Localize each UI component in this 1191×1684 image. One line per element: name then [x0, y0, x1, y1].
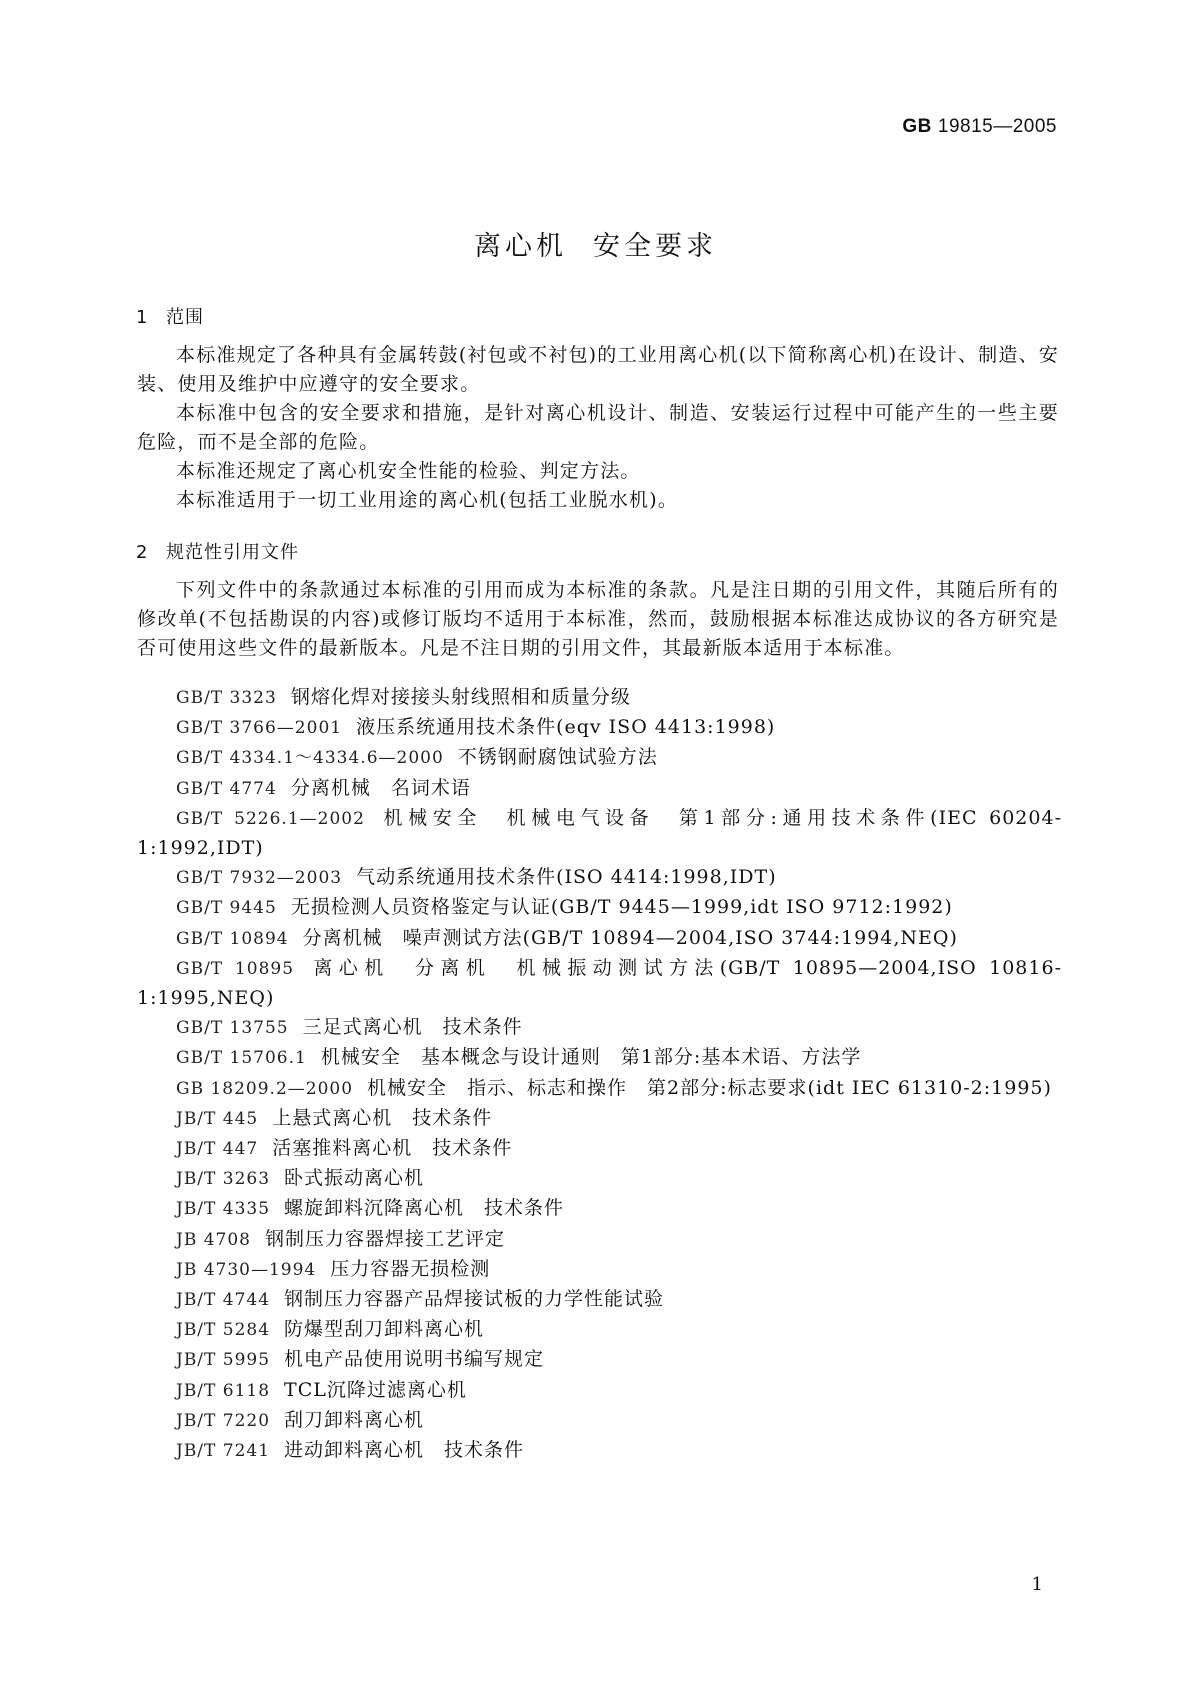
reference-title: 机电产品使用说明书编写规定	[284, 1348, 545, 1371]
reference-code: GB/T 9445	[176, 898, 277, 919]
title-part-1: 离心机	[474, 231, 567, 262]
paragraph: 本标准中包含的安全要求和措施，是针对离心机设计、制造、安装运行过程中可能产生的一些主要危险，而不是全部的危险。	[137, 402, 1059, 453]
reference-item	[137, 1164, 1062, 1194]
reference-item	[137, 1345, 1062, 1375]
reference-code: JB/T 6118	[176, 1380, 271, 1401]
reference-title: 刮刀卸料离心机	[284, 1408, 425, 1431]
reference-item	[137, 1376, 1062, 1406]
reference-code: JB/T 445	[176, 1108, 259, 1129]
reference-title: 不锈钢耐腐蚀试验方法	[457, 746, 658, 769]
reference-item	[137, 1255, 1062, 1285]
paragraph: 本标准规定了各种具有金属转鼓(衬包或不衬包)的工业用离心机(以下简称离心机)在设计、制造、安装、使用及维护中应遵守的安全要求。	[137, 344, 1059, 395]
reference-code: GB/T 15706.1	[176, 1048, 307, 1069]
reference-code: JB 4708	[176, 1229, 251, 1250]
reference-code: JB/T 447	[176, 1139, 259, 1160]
section-number: 1	[136, 307, 149, 328]
section-number: 2	[136, 542, 149, 563]
reference-title: 上悬式离心机 技术条件	[272, 1106, 493, 1129]
reference-item	[137, 924, 1062, 954]
reference-item	[137, 683, 1062, 713]
reference-title: 进动卸料离心机 技术条件	[284, 1439, 525, 1462]
reference-title: 无损检测人员资格鉴定与认证(GB/T 9445—1999,idt ISO 9712:1992)	[290, 896, 953, 919]
reference-item	[137, 774, 1062, 804]
reference-title: 机械安全 基本概念与设计通则 第1部分:基本术语、方法学	[320, 1046, 862, 1069]
reference-item	[137, 1074, 1062, 1104]
reference-title: 分离机械 名词术语	[290, 776, 471, 799]
reference-code: GB 18209.2—2000	[176, 1078, 354, 1099]
reference-code: GB/T 10895	[176, 958, 295, 979]
reference-title: 气动系统通用技术条件(ISO 4414:1998,IDT)	[356, 866, 777, 889]
reference-code: GB/T 4774	[176, 778, 277, 799]
reference-title: 压力容器无损检测	[330, 1257, 491, 1280]
reference-title: 分离机械 噪声测试方法(GB/T 10894—2004,ISO 3744:1994,NEQ)	[302, 926, 958, 949]
reference-code: JB/T 5995	[176, 1350, 271, 1371]
reference-code: JB/T 4744	[176, 1290, 271, 1311]
reference-code: GB/T 5226.1—2002	[176, 808, 365, 829]
standard-code	[902, 116, 1057, 138]
reference-code: GB/T 3323	[176, 688, 277, 708]
reference-title: 液压系统通用技术条件(eqv ISO 4413:1998)	[356, 716, 776, 739]
reference-title: 卧式振动离心机	[284, 1167, 425, 1190]
reference-list	[137, 683, 1062, 1466]
reference-code: JB/T 7220	[176, 1410, 271, 1431]
reference-title: 钢制压力容器焊接工艺评定	[264, 1227, 505, 1250]
reference-item	[137, 1194, 1062, 1224]
section-1-heading	[136, 303, 204, 329]
standard-prefix: GB	[902, 116, 932, 137]
reference-title: 螺旋卸料沉降离心机 技术条件	[284, 1197, 565, 1220]
paragraph: 本标准适用于一切工业用途的离心机(包括工业脱水机)。	[176, 489, 679, 511]
reference-item	[137, 1225, 1062, 1255]
reference-code: JB/T 3263	[176, 1169, 271, 1190]
reference-item	[137, 1043, 1062, 1073]
reference-title: 防爆型刮刀卸料离心机	[284, 1318, 485, 1341]
reference-item	[137, 1436, 1062, 1466]
reference-item	[137, 743, 1062, 773]
reference-title: 钢制压力容器产品焊接试板的力学性能试验	[284, 1288, 665, 1311]
paragraph: 本标准还规定了离心机安全性能的检验、判定方法。	[176, 460, 641, 482]
reference-item	[137, 804, 1062, 863]
page-number: 1	[1031, 1574, 1043, 1595]
reference-code: GB/T 4334.1～4334.6—2000	[176, 748, 444, 769]
reference-title: 三足式离心机 技术条件	[302, 1016, 523, 1039]
reference-code: GB/T 3766—2001	[176, 718, 343, 739]
paragraph: 下列文件中的条款通过本标准的引用而成为本标准的条款。凡是注日期的引用文件，其随后所有的修改单(不包括勘误的内容)或修订版均不适用于本标准，然而，鼓励根据本标准达成协议的各方研究是否可使用这些文件的最新版本。凡是不注日期的引用文件，其最新版本适用于本标准。	[137, 579, 1059, 659]
reference-item	[137, 1104, 1062, 1134]
reference-title: 活塞推料离心机 技术条件	[272, 1137, 513, 1160]
page-title	[0, 224, 1191, 263]
reference-item	[137, 1134, 1062, 1164]
reference-item	[137, 1285, 1062, 1315]
reference-code: JB/T 4335	[176, 1199, 271, 1220]
reference-title: 机械安全 指示、标志和操作 第2部分:标志要求(idt IEC 61310-2:1995)	[367, 1076, 1052, 1099]
reference-item	[137, 893, 1062, 923]
reference-title: 离心机 分离机 机械振动测试方法(GB/T 10895—2004,ISO 10816-1:1995,NEQ)	[137, 956, 1062, 1010]
reference-code: GB/T 13755	[176, 1018, 289, 1039]
reference-item	[137, 1406, 1062, 1436]
reference-code: GB/T 7932—2003	[176, 868, 343, 889]
reference-code: GB/T 10894	[176, 928, 289, 949]
reference-item	[137, 1315, 1062, 1345]
reference-item	[137, 1013, 1062, 1043]
reference-item	[137, 954, 1062, 1013]
section-title: 规范性引用文件	[166, 542, 299, 563]
section-title: 范围	[166, 307, 204, 328]
section-2-intro	[137, 576, 1059, 663]
reference-title: TCL沉降过滤离心机	[284, 1378, 467, 1401]
standard-number: 19815—2005	[937, 116, 1057, 137]
reference-code: JB/T 7241	[176, 1441, 271, 1462]
section-1-body	[137, 341, 1059, 515]
reference-item	[137, 713, 1062, 743]
reference-code: JB 4730—1994	[176, 1259, 317, 1280]
title-part-2: 安全要求	[593, 231, 717, 262]
reference-title: 钢熔化焊对接接头射线照相和质量分级	[290, 686, 631, 708]
reference-item	[137, 863, 1062, 893]
reference-code: JB/T 5284	[176, 1320, 271, 1341]
section-2-heading	[136, 538, 299, 564]
reference-title: 机械安全 机械电气设备 第1部分:通用技术条件(IEC 60204-1:1992,IDT)	[137, 806, 1062, 860]
